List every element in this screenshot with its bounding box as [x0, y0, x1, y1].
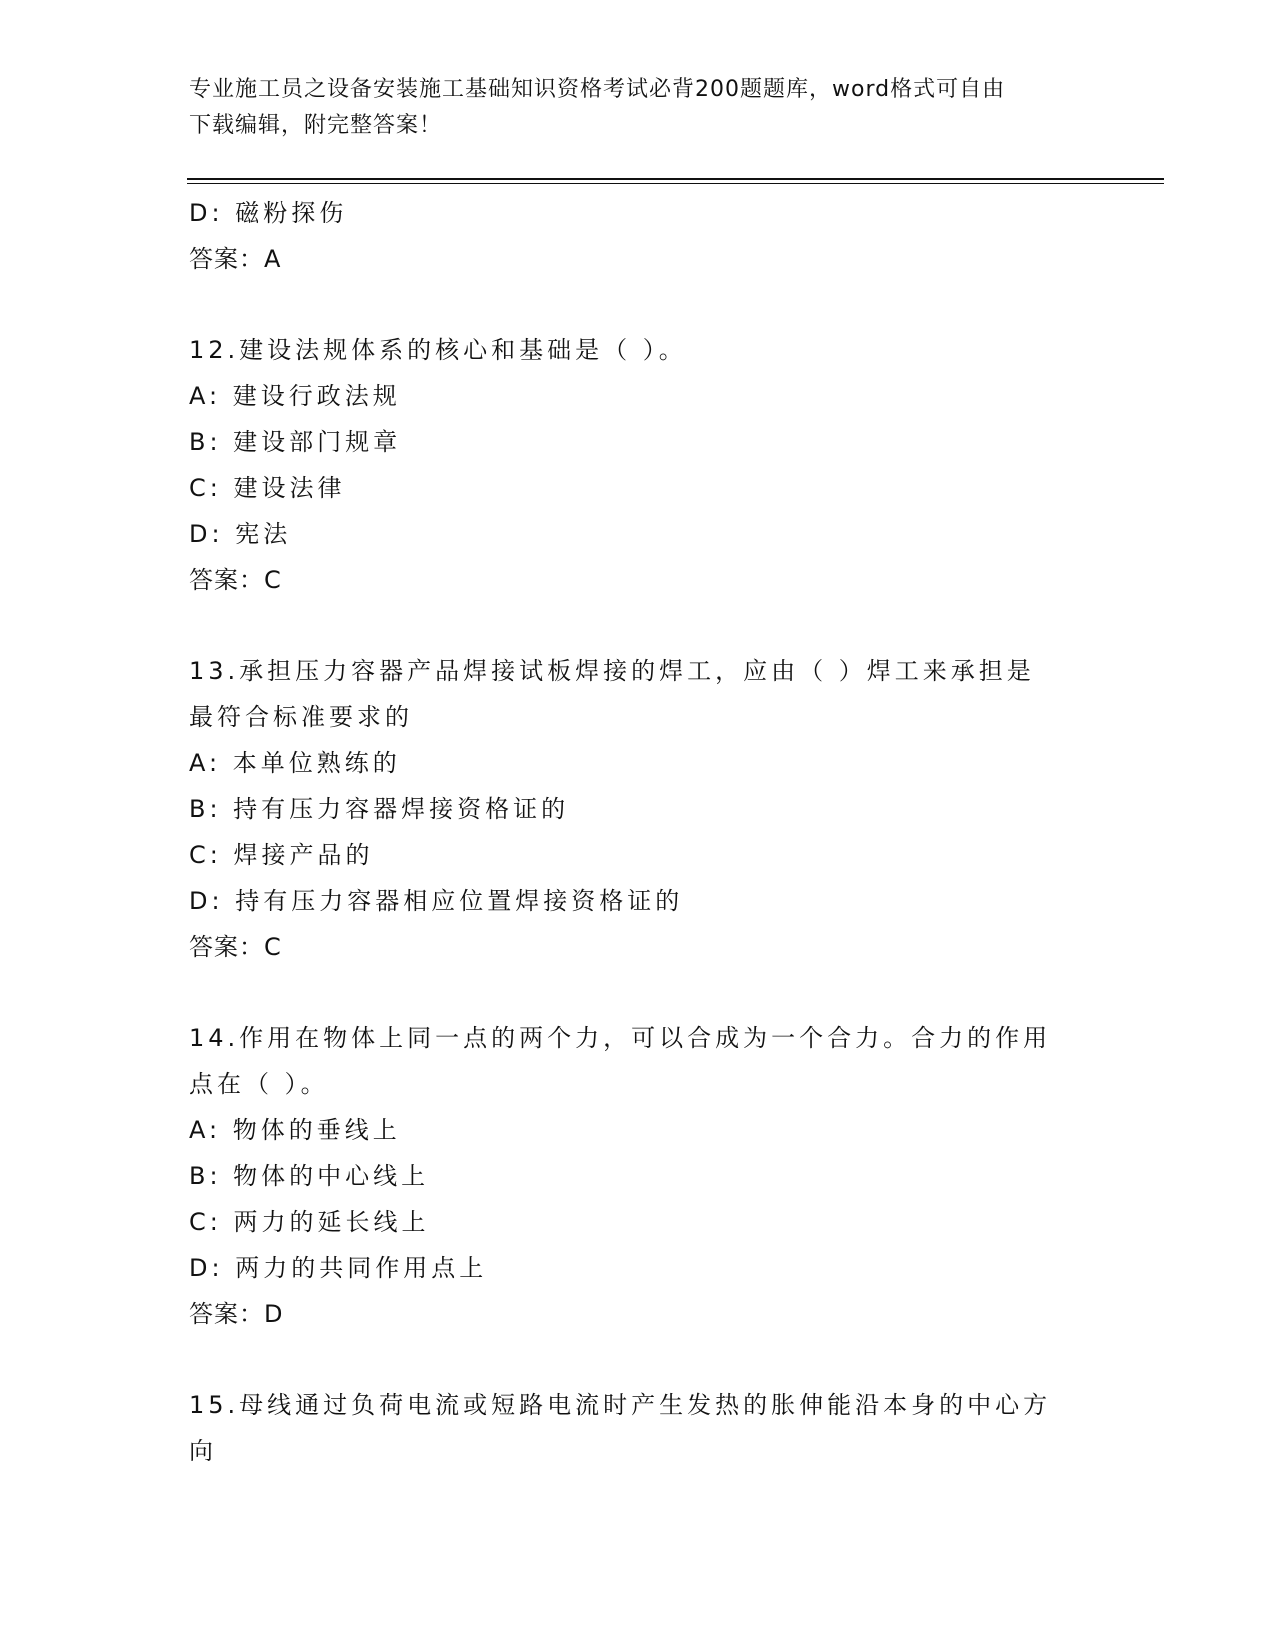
header-divider-thin	[187, 183, 1164, 184]
question-14	[189, 1015, 1089, 1337]
q14-option-b: B: 物体的中心线上	[189, 1162, 430, 1190]
question-13	[189, 648, 1089, 970]
header-title-line-1: 专业施工员之设备安装施工基础知识资格考试必背200题题库，word格式可自由	[189, 77, 1006, 102]
q15-stem-line-2: 向	[189, 1437, 217, 1465]
header-divider-thick	[187, 178, 1164, 180]
question-list	[189, 190, 1089, 1474]
q14-answer: 答案：D	[189, 1300, 284, 1328]
q13-stem-line-2: 最符合标准要求的	[189, 703, 413, 731]
q15-stem-line-1: 15.母线通过负荷电流或短路电流时产生发热的胀伸能沿本身的中心方	[189, 1391, 1052, 1419]
q13-answer: 答案：C	[189, 933, 282, 961]
header-title-line-2: 下载编辑，附完整答案！	[189, 113, 443, 138]
q13-stem-line-1: 13.承担压力容器产品焊接试板焊接的焊工，应由（ ）焊工来承担是	[189, 657, 1035, 685]
q14-option-d: D: 两力的共同作用点上	[189, 1254, 488, 1282]
q11-option-d: D: 磁粉探伤	[189, 199, 348, 227]
document-header	[189, 72, 1089, 144]
q12-option-c: C: 建设法律	[189, 474, 346, 502]
q11-answer: 答案：A	[189, 245, 282, 273]
q14-option-c: C: 两力的延长线上	[189, 1208, 430, 1236]
q13-option-d: D: 持有压力容器相应位置焊接资格证的	[189, 887, 684, 915]
q13-option-b: B: 持有压力容器焊接资格证的	[189, 795, 570, 823]
q12-option-d: D: 宪法	[189, 520, 292, 548]
q12-answer: 答案：C	[189, 566, 282, 594]
q14-stem-line-1: 14.作用在物体上同一点的两个力，可以合成为一个合力。合力的作用	[189, 1024, 1052, 1052]
question-11-tail	[189, 190, 1089, 282]
question-15	[189, 1382, 1089, 1474]
question-12	[189, 327, 1089, 603]
q13-option-a: A: 本单位熟练的	[189, 749, 401, 777]
q14-option-a: A: 物体的垂线上	[189, 1116, 401, 1144]
q12-stem: 12.建设法规体系的核心和基础是（ ）。	[189, 336, 687, 364]
q12-option-a: A: 建设行政法规	[189, 382, 401, 410]
q14-stem-line-2: 点在（ ）。	[189, 1070, 329, 1098]
q12-option-b: B: 建设部门规章	[189, 428, 402, 456]
q13-option-c: C: 焊接产品的	[189, 841, 374, 869]
